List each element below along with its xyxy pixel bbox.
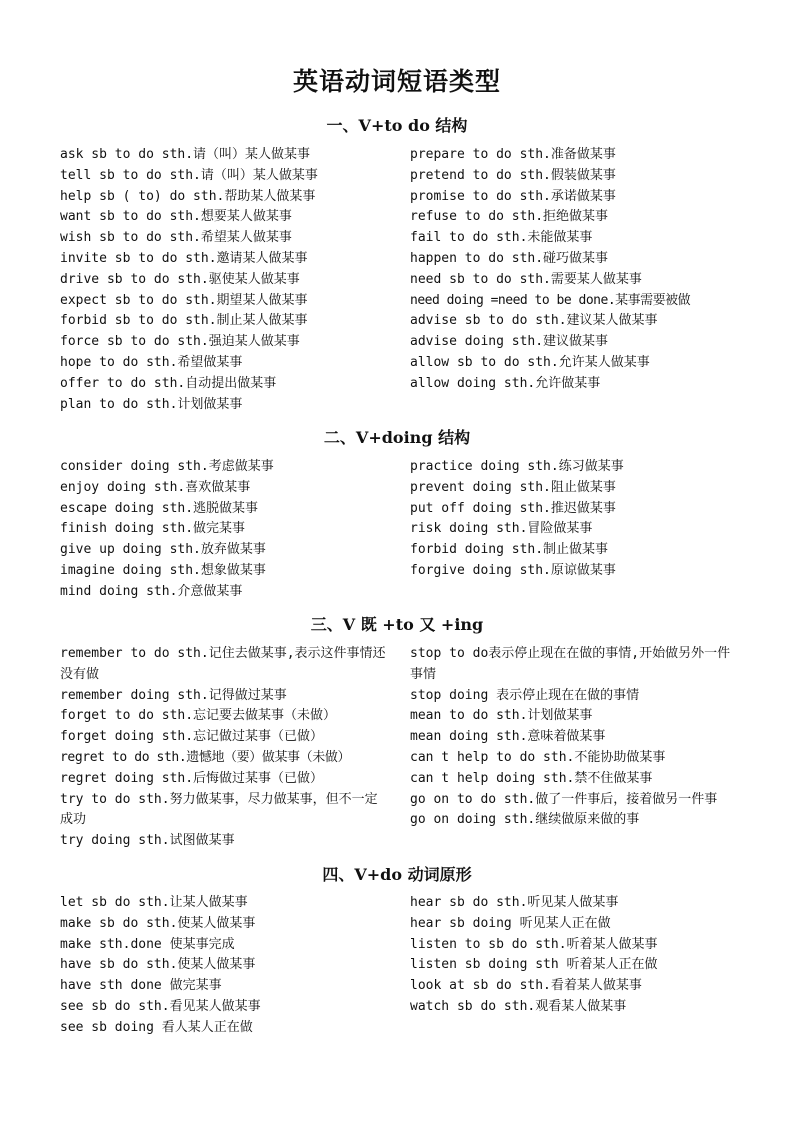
section-1-right-column bbox=[410, 145, 740, 395]
phrase-line: remember doing sth.记得做过某事 bbox=[60, 687, 287, 703]
phrase-line: consider doing sth.考虑做某事 bbox=[60, 459, 274, 474]
section-4-right-column bbox=[410, 893, 740, 1018]
phrase-line: invite sb to do sth.邀请某人做某事 bbox=[60, 250, 308, 266]
section-1-left-column bbox=[60, 145, 390, 415]
phrase-line: forget doing sth.忘记做过某事（已做） bbox=[60, 729, 324, 745]
phrase-line: prepare to do sth.准备做某事 bbox=[410, 147, 616, 162]
section-heading-3: 三、V 既 +to 又 +ing bbox=[310, 615, 484, 634]
phrase-line: escape doing sth.逃脱做某事 bbox=[60, 500, 259, 516]
phrase-line: listen sb doing sth 听着某人正在做 bbox=[410, 957, 658, 973]
section-heading-1: 一、V+to do 结构 bbox=[326, 116, 468, 135]
phrase-line: watch sb do sth.观看某人做某事 bbox=[410, 998, 627, 1014]
phrase-line: remember to do sth.记住去做某事,表示这件事情还没有做 bbox=[60, 646, 386, 682]
phrase-line: allow sb to do sth.允许某人做某事 bbox=[410, 354, 650, 370]
phrase-line: can t help to do sth.不能协助做某事 bbox=[410, 749, 666, 765]
phrase-line: finish doing sth.做完某事 bbox=[60, 521, 246, 537]
phrase-line: mean doing sth.意味着做某事 bbox=[410, 729, 606, 745]
phrase-line: forgive doing sth.原谅做某事 bbox=[410, 562, 616, 578]
phrase-line: need sb to do sth.需要某人做某事 bbox=[410, 271, 642, 287]
phrase-line: tell sb to do sth.请（叫）某人做某事 bbox=[60, 167, 318, 183]
phrase-line: put off doing sth.推迟做某事 bbox=[410, 500, 616, 516]
phrase-line: try doing sth.试图做某事 bbox=[60, 833, 235, 849]
phrase-line: help sb ( to) do sth.帮助某人做某事 bbox=[60, 188, 316, 204]
phrase-line: go on to do sth.做了一件事后，接着做另一件事 bbox=[410, 791, 718, 807]
phrase-line: stop to do表示停止现在在做的事情,开始做另外一件事情 bbox=[410, 646, 731, 682]
phrase-line: forbid doing sth.制止做某事 bbox=[410, 542, 609, 558]
phrase-line: prevent doing sth.阻止做某事 bbox=[410, 479, 616, 495]
section-heading-4: 四、V+do 动词原形 bbox=[322, 865, 472, 884]
section-3-right-column bbox=[410, 644, 736, 831]
phrase-line: regret to do sth.遗憾地（要）做某事（未做） bbox=[60, 749, 351, 765]
phrase-line: offer to do sth.自动提出做某事 bbox=[60, 375, 277, 391]
phrase-line: make sb do sth.使某人做某事 bbox=[60, 915, 256, 931]
phrase-line: imagine doing sth.想象做某事 bbox=[60, 562, 266, 578]
phrase-line: mean to do sth.计划做某事 bbox=[410, 708, 593, 724]
phrase-line: pretend to do sth.假装做某事 bbox=[410, 167, 616, 183]
section-heading-2: 二、V+doing 结构 bbox=[323, 428, 471, 447]
section-3-left-column bbox=[60, 644, 386, 852]
phrase-line: give up doing sth.放弃做某事 bbox=[60, 542, 266, 558]
phrase-line: mind doing sth.介意做某事 bbox=[60, 583, 243, 599]
phrase-line: let sb do sth.让某人做某事 bbox=[60, 895, 248, 910]
phrase-line: allow doing sth.允许做某事 bbox=[410, 375, 601, 391]
phrase-line: advise sb to do sth.建议某人做某事 bbox=[410, 313, 658, 329]
phrase-line: regret doing sth.后悔做过某事（已做） bbox=[60, 770, 324, 786]
phrase-line: hope to do sth.希望做某事 bbox=[60, 354, 243, 370]
phrase-line: happen to do sth.碰巧做某事 bbox=[410, 250, 609, 266]
phrase-line: refuse to do sth.拒绝做某事 bbox=[410, 209, 609, 225]
phrase-line: try to do sth.努力做某事，尽力做某事，但不一定成功 bbox=[60, 791, 378, 828]
phrase-line: drive sb to do sth.驱使某人做某事 bbox=[60, 271, 300, 287]
phrase-line: need doing =need to be done.某事需要被做 bbox=[410, 292, 691, 308]
phrase-line: forbid sb to do sth.制止某人做某事 bbox=[60, 313, 308, 329]
phrase-line: practice doing sth.练习做某事 bbox=[410, 459, 624, 474]
phrase-line: want sb to do sth.想要某人做某事 bbox=[60, 209, 292, 225]
phrase-line: listen to sb do sth.听着某人做某事 bbox=[410, 936, 658, 952]
phrase-line: risk doing sth.冒险做某事 bbox=[410, 521, 593, 537]
phrase-line: expect sb to do sth.期望某人做某事 bbox=[60, 292, 308, 308]
phrase-line: forget to do sth.忘记要去做某事（未做） bbox=[60, 708, 337, 724]
section-2-left-column bbox=[60, 457, 390, 603]
phrase-line: ask sb to do sth.请（叫）某人做某事 bbox=[60, 147, 311, 162]
phrase-line: plan to do sth.计划做某事 bbox=[60, 396, 243, 412]
phrase-line: enjoy doing sth.喜欢做某事 bbox=[60, 479, 251, 495]
phrase-line: have sth done 做完某事 bbox=[60, 978, 222, 994]
phrase-line: wish sb to do sth.希望某人做某事 bbox=[60, 230, 292, 246]
phrase-line: have sb do sth.使某人做某事 bbox=[60, 957, 256, 973]
phrase-line: can t help doing sth.禁不住做某事 bbox=[410, 770, 653, 786]
phrase-line: go on doing sth.继续做原来做的事 bbox=[410, 812, 640, 828]
phrase-line: advise doing sth.建议做某事 bbox=[410, 334, 609, 350]
document-title: 英语动词短语类型 bbox=[292, 67, 501, 96]
phrase-line: hear sb doing 听见某人正在做 bbox=[410, 915, 611, 931]
phrase-line: look at sb do sth.看着某人做某事 bbox=[410, 978, 642, 994]
section-2-right-column bbox=[410, 457, 740, 582]
phrase-line: see sb doing 看人某人正在做 bbox=[60, 1019, 253, 1035]
section-4-left-column bbox=[60, 893, 390, 1039]
phrase-line: stop doing 表示停止现在在做的事情 bbox=[410, 687, 640, 703]
phrase-line: force sb to do sth.强迫某人做某事 bbox=[60, 334, 300, 350]
phrase-line: fail to do sth.未能做某事 bbox=[410, 230, 593, 246]
phrase-line: see sb do sth.看见某人做某事 bbox=[60, 998, 261, 1014]
phrase-line: hear sb do sth.听见某人做某事 bbox=[410, 895, 619, 910]
phrase-line: promise to do sth.承诺做某事 bbox=[410, 188, 616, 204]
phrase-line: make sth.done 使某事完成 bbox=[60, 936, 235, 952]
